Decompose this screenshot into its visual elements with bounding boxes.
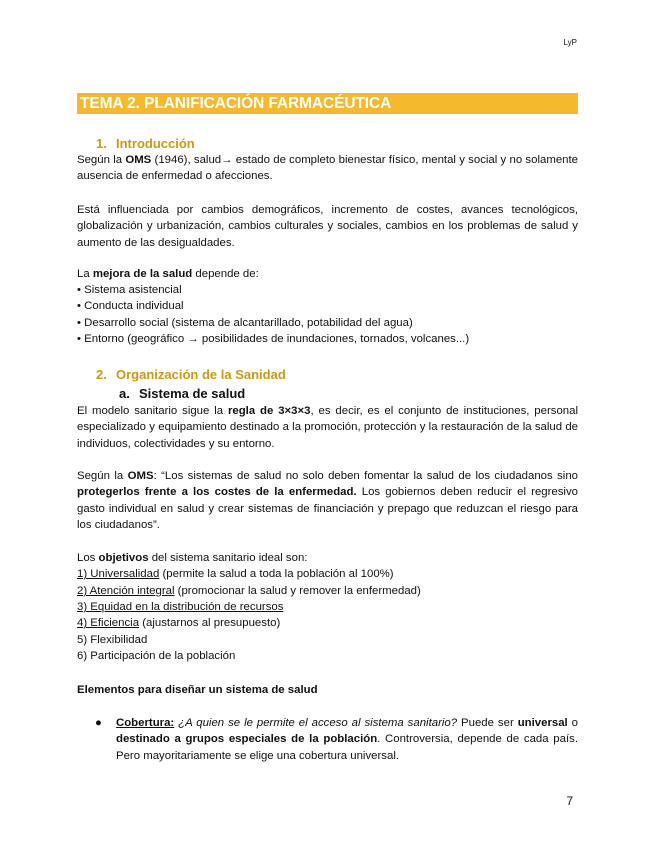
text: (ajustarnos al presupuesto) — [139, 617, 281, 629]
section-number: 2. — [96, 367, 107, 382]
text: 6) Participación de la población — [77, 650, 236, 662]
section-label: Organización de la Sanidad — [116, 367, 286, 382]
objective-item — [77, 648, 235, 664]
bullet-cobertura — [116, 715, 578, 764]
header-mark: LyP — [563, 38, 577, 47]
bold-text: OMS — [125, 154, 152, 166]
section-heading-introduccion — [96, 136, 195, 152]
text: (permite la salud a toda la población al 100%) — [159, 568, 394, 580]
text: : “Los sistemas de salud no solo deben fomentar la salud de los ciudadanos sino — [153, 470, 578, 482]
text: La — [77, 268, 93, 280]
italic-text: ¿A quien se le permite el acceso al sistema sanitario? — [174, 717, 458, 729]
text: 5) Flexibilidad — [77, 634, 148, 646]
paragraph-mejora — [77, 266, 259, 282]
text: depende de: — [192, 268, 259, 280]
section-label: Introducción — [116, 136, 195, 151]
subsection-number: a. — [119, 386, 130, 401]
objective-item — [77, 583, 421, 599]
text: o — [567, 717, 579, 729]
section-number: 1. — [96, 136, 107, 151]
objective-item — [77, 599, 283, 615]
list-item: • Conducta individual — [77, 300, 184, 312]
text: Según la — [77, 470, 128, 482]
text: del sistema sanitario ideal son: — [148, 552, 308, 564]
page-number: 7 — [566, 794, 573, 808]
paragraph-influences: Está influenciada por cambios demográficos, incremento de costes, avances tecnológicos, globalización y urbanización, cambios culturales y sociales, cambios en los problemas de salud y aumento de las desigualdades. — [77, 204, 578, 249]
text: Los gobiernos deben reducir el regresivo gasto individual en salud y crear sistemas de financiación y prepago que reduzcan el riesgo para los ciudadanos”. — [77, 486, 578, 531]
bold-text: destinado a grupos especiales de la población — [116, 733, 378, 746]
list-item: • Desarrollo social (sistema de alcantarillado, potabilidad del agua) — [77, 317, 413, 329]
paragraph-objetivos — [77, 550, 307, 566]
text: , es decir, es el conjunto de instituciones, personal especializado y equipamiento destinado a la promoción, protección y la restauración de la salud de individuos, colectividades y su entorno. — [77, 405, 578, 450]
list-item: • Entorno (geográfico → posibilidades de inundaciones, tornados, volcanes...) — [77, 333, 470, 345]
objective-item — [77, 566, 394, 582]
text: Los — [77, 552, 99, 564]
underlined-text: 4) Eficiencia — [77, 617, 140, 629]
underlined-text: 3) Equidad en la distribución de recursos — [77, 601, 284, 613]
subsection-heading-sistema-salud — [119, 386, 245, 402]
bold-text: regla de 3×3×3 — [227, 405, 311, 417]
subsection-label: Sistema de salud — [139, 386, 246, 401]
text: Puede ser — [457, 717, 518, 729]
paragraph-modelo-sanitario — [77, 403, 578, 452]
bold-text: protegerlos frente a los costes de la enfermedad. — [77, 486, 357, 499]
chapter-title: TEMA 2. PLANIFICACIÓN FARMACÉUTICA — [77, 93, 578, 114]
list-item: • Sistema asistencial — [77, 284, 182, 296]
text: Según la — [77, 154, 126, 166]
text: . Controversia, depende de cada país. Pero mayoritariamente se elige una cobertura universal. — [116, 733, 578, 762]
text: (1946), salud→ estado de completo bienestar físico, mental y social y no solamente ausencia de enfermedad o afecciones. — [77, 154, 578, 183]
elements-heading: Elementos para diseñar un sistema de salud — [77, 684, 318, 696]
section-heading-organizacion — [96, 367, 286, 383]
underlined-text: 2) Atención integral — [77, 585, 175, 597]
bold-text: universal — [517, 717, 568, 729]
bullet-dot: ● — [95, 717, 102, 729]
paragraph-oms-definition — [77, 152, 578, 185]
text: El modelo sanitario sigue la — [77, 405, 228, 417]
paragraph-oms-quote — [77, 468, 578, 533]
objective-item — [77, 632, 147, 648]
objective-item — [77, 615, 280, 631]
bold-text: mejora de la salud — [92, 268, 193, 280]
bold-text: OMS — [127, 470, 154, 482]
bold-text: objetivos — [98, 552, 149, 564]
bold-underlined-text: Cobertura: — [116, 717, 175, 729]
underlined-text: 1) Universalidad — [77, 568, 160, 580]
text: (promocionar la salud y remover la enfermedad) — [174, 585, 421, 597]
